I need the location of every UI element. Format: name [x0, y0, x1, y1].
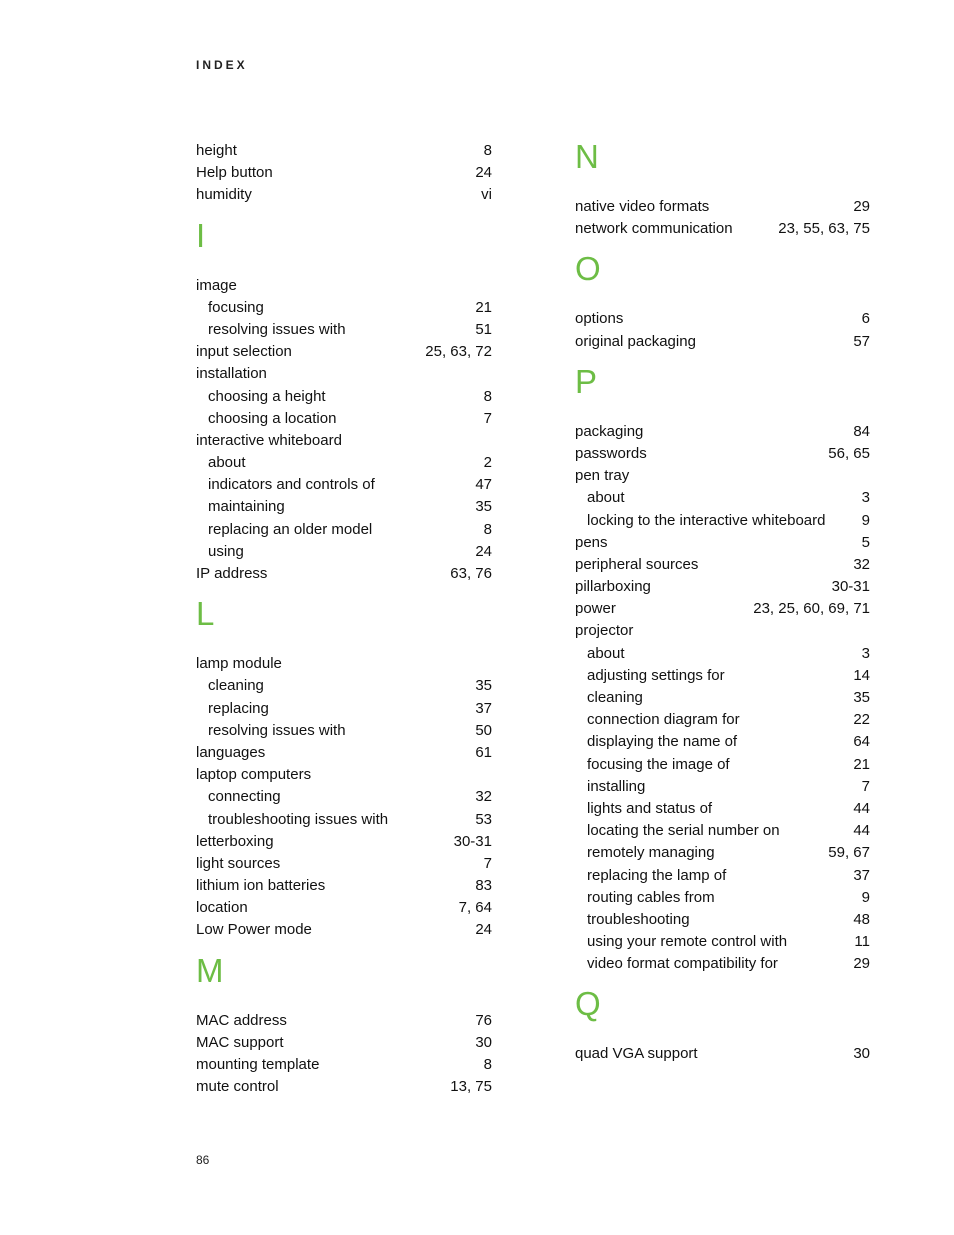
- index-term: using: [208, 542, 244, 560]
- index-entry: [575, 576, 870, 598]
- index-page-numbers: 24: [475, 921, 492, 939]
- index-page-numbers: 7, 64: [458, 899, 492, 917]
- index-page-numbers: 84: [853, 422, 870, 440]
- index-page-numbers: 14: [853, 666, 870, 684]
- index-page-numbers: 2: [483, 454, 492, 472]
- section-letter: N: [575, 138, 599, 175]
- index-entry: [196, 897, 492, 919]
- index-page-numbers: 24: [475, 164, 492, 182]
- index-entry: [575, 532, 870, 554]
- index-term: replacing the lamp of: [587, 866, 727, 884]
- index-entry: [196, 1076, 492, 1098]
- index-term: pens: [575, 533, 608, 551]
- index-page-numbers: 11: [854, 933, 870, 951]
- index-page-numbers: 83: [475, 877, 492, 895]
- index-page-numbers: 23, 25, 60, 69, 71: [753, 600, 870, 618]
- index-term: focusing the image of: [587, 755, 730, 773]
- index-term: troubleshooting: [587, 910, 690, 928]
- index-term: installing: [587, 777, 646, 795]
- index-subentry: [196, 496, 492, 518]
- index-page-numbers: 8: [483, 520, 492, 538]
- index-term: routing cables from: [587, 888, 715, 906]
- index-entry: [196, 341, 492, 363]
- index-term: adjusting settings for: [587, 666, 725, 684]
- index-page-numbers: 61: [475, 743, 492, 761]
- index-term: video format compatibility for: [587, 955, 778, 973]
- index-entry: [196, 764, 492, 786]
- index-page-numbers: 59, 67: [828, 844, 870, 862]
- section-letter: P: [575, 362, 598, 400]
- index-term: pillarboxing: [575, 578, 651, 596]
- index-page-numbers: 7: [483, 409, 492, 427]
- index-term: letterboxing: [196, 832, 274, 850]
- index-entry: [196, 653, 492, 675]
- section-letter: O: [575, 250, 601, 288]
- index-entry: [196, 831, 492, 853]
- index-page-numbers: 23, 55, 63, 75: [778, 220, 870, 238]
- index-term: connecting: [208, 788, 281, 806]
- index-page-numbers: vi: [481, 186, 492, 204]
- index-page-numbers: 44: [853, 799, 870, 817]
- index-subentry: [196, 297, 492, 319]
- index-term: lamp module: [196, 655, 282, 673]
- index-term: mounting template: [196, 1056, 320, 1073]
- index-term: options: [575, 310, 624, 328]
- index-page-numbers: 6: [861, 310, 870, 328]
- index-entry: [575, 620, 870, 642]
- index-page-numbers: 3: [861, 489, 870, 507]
- index-subentry: [575, 931, 870, 953]
- index-term: location: [196, 899, 248, 917]
- index-page-numbers: 29: [853, 198, 870, 215]
- index-page-numbers: 30-31: [831, 578, 870, 596]
- index-page-numbers: 21: [475, 298, 492, 316]
- index-entry: [575, 218, 870, 240]
- index-subentry: [575, 865, 870, 887]
- index-subentry: [575, 909, 870, 931]
- index-subentry: [196, 541, 492, 563]
- index-term: original packaging: [575, 332, 696, 350]
- index-entry: [196, 184, 492, 206]
- index-term: power: [575, 600, 616, 618]
- index-subentry: [575, 776, 870, 798]
- index-term: MAC support: [196, 1033, 284, 1051]
- index-entry: [575, 465, 870, 487]
- index-term: quad VGA support: [575, 1045, 698, 1063]
- index-entry: [196, 1010, 492, 1032]
- index-entry: [575, 443, 870, 465]
- index-entry: [575, 421, 870, 443]
- index-entry: [196, 275, 492, 297]
- index-page-numbers: 56, 65: [828, 444, 870, 462]
- index-subentry: [575, 953, 870, 975]
- index-page-numbers: 64: [853, 733, 870, 751]
- index-entry: [575, 331, 870, 353]
- index-term: projector: [575, 622, 634, 640]
- index-subentry: [196, 698, 492, 720]
- index-term: maintaining: [208, 498, 285, 516]
- index-term: lithium ion batteries: [196, 877, 326, 895]
- index-subentry: [196, 408, 492, 430]
- index-page-numbers: 7: [483, 854, 492, 872]
- index-subentry: [575, 842, 870, 864]
- index-term: about: [587, 644, 625, 662]
- index-subentry: [196, 452, 492, 474]
- index-page-numbers: 8: [483, 387, 492, 405]
- index-page-numbers: 44: [853, 822, 870, 840]
- index-term: about: [208, 454, 246, 472]
- index-page-numbers: 29: [853, 955, 870, 973]
- index-term: resolving issues with: [208, 721, 346, 739]
- index-page-numbers: 24: [475, 542, 492, 560]
- index-term: locking to the interactive whiteboard: [587, 511, 826, 529]
- index-entry: [196, 162, 492, 184]
- index-entry: [575, 598, 870, 620]
- index-page-numbers: 30: [475, 1033, 492, 1051]
- index-page-numbers: 22: [853, 711, 870, 729]
- index-term: input selection: [196, 343, 292, 361]
- index-term: network communication: [575, 220, 733, 238]
- index-term: IP address: [196, 565, 268, 582]
- index-page-numbers: 32: [853, 555, 870, 573]
- index-term: MAC address: [196, 1011, 287, 1029]
- index-page-numbers: 53: [475, 810, 492, 828]
- index-entry: [196, 875, 492, 897]
- index-page-numbers: 35: [475, 498, 492, 516]
- section-letter: I: [196, 216, 206, 254]
- index-subentry: [575, 487, 870, 509]
- index-page-numbers: 13, 75: [450, 1078, 492, 1096]
- index-page-numbers: 8: [483, 1056, 492, 1073]
- index-page-numbers: 37: [475, 699, 492, 717]
- index-page-numbers: 35: [475, 677, 492, 695]
- index-subentry: [196, 319, 492, 341]
- index-column-left: [196, 140, 492, 1098]
- index-term: focusing: [208, 298, 264, 316]
- index-term: native video formats: [575, 198, 710, 215]
- index-subentry: [196, 786, 492, 808]
- index-subentry: [196, 809, 492, 831]
- index-term: packaging: [575, 422, 644, 440]
- index-term: interactive whiteboard: [196, 431, 342, 449]
- index-page-numbers: 8: [483, 142, 492, 159]
- index-term: replacing an older model: [208, 520, 373, 538]
- index-term: image: [196, 276, 237, 294]
- index-page-numbers: 35: [853, 689, 870, 706]
- index-page-numbers: 7: [861, 777, 870, 795]
- index-term: lights and status of: [587, 799, 713, 817]
- index-entry: [196, 363, 492, 385]
- index-entry: [196, 430, 492, 452]
- index-term: Help button: [196, 164, 273, 182]
- index-term: displaying the name of: [587, 733, 738, 751]
- index-entry: [575, 308, 870, 330]
- index-entry: [196, 919, 492, 941]
- index-term: humidity: [196, 186, 252, 204]
- index-term: pen tray: [575, 467, 630, 485]
- index-page-numbers: 32: [475, 788, 492, 806]
- index-subentry: [575, 820, 870, 842]
- section-letter: M: [196, 951, 224, 989]
- index-subentry: [575, 665, 870, 687]
- index-term: remotely managing: [587, 844, 715, 862]
- index-entry: [575, 554, 870, 576]
- index-page-numbers: 30-31: [453, 832, 492, 850]
- index-page-numbers: 37: [853, 866, 870, 884]
- index-entry: [196, 563, 492, 585]
- index-term: about: [587, 489, 625, 507]
- index-subentry: [575, 687, 870, 709]
- index-term: Low Power mode: [196, 921, 312, 939]
- index-subentry: [575, 510, 870, 532]
- index-subentry: [196, 519, 492, 541]
- index-page-numbers: 3: [861, 644, 870, 662]
- index-page-numbers: 5: [861, 533, 870, 551]
- index-subentry: [575, 887, 870, 909]
- index-entry: [196, 140, 492, 162]
- index-term: locating the serial number on: [587, 822, 780, 840]
- index-term: indicators and controls of: [208, 476, 375, 494]
- index-subentry: [575, 798, 870, 820]
- index-subentry: [196, 474, 492, 496]
- index-term: peripheral sources: [575, 555, 699, 573]
- index-term: light sources: [196, 854, 281, 872]
- index-subentry: [196, 386, 492, 408]
- index-term: installation: [196, 365, 267, 383]
- index-page-numbers: 9: [861, 511, 870, 529]
- index-term: choosing a height: [208, 387, 326, 405]
- index-entry: [575, 196, 870, 218]
- index-term: languages: [196, 743, 266, 761]
- index-entry: [196, 853, 492, 875]
- index-term: height: [196, 142, 237, 159]
- index-page-numbers: 57: [853, 332, 870, 350]
- index-page-numbers: 48: [853, 910, 870, 928]
- section-letter: L: [196, 595, 215, 633]
- index-term: troubleshooting issues with: [208, 810, 389, 828]
- index-subentry: [575, 709, 870, 731]
- index-term: using your remote control with: [587, 933, 788, 951]
- index-subentry: [196, 675, 492, 697]
- page-number: 86: [196, 1153, 210, 1167]
- index-term: cleaning: [208, 677, 264, 695]
- index-entry: [196, 1054, 492, 1076]
- index-page-numbers: 51: [475, 320, 492, 338]
- index-subentry: [575, 754, 870, 776]
- index-term: choosing a location: [208, 409, 337, 427]
- index-term: laptop computers: [196, 766, 312, 784]
- index-page-numbers: 63, 76: [450, 565, 492, 582]
- index-page-numbers: 25, 63, 72: [425, 343, 492, 361]
- index-term: cleaning: [587, 689, 643, 706]
- index-term: replacing: [208, 699, 269, 717]
- index-column-right: [575, 140, 870, 1066]
- page-header: INDEX: [196, 58, 248, 72]
- index-subentry: [196, 720, 492, 742]
- index-page-numbers: 76: [475, 1011, 492, 1029]
- index-subentry: [575, 643, 870, 665]
- index-entry: [196, 1032, 492, 1054]
- index-entry: [196, 742, 492, 764]
- section-letter: Q: [575, 985, 601, 1023]
- index-subentry: [575, 731, 870, 753]
- index-page-numbers: 47: [475, 476, 492, 494]
- index-entry: [575, 1043, 870, 1065]
- index-page-numbers: 21: [853, 755, 870, 773]
- index-term: resolving issues with: [208, 320, 346, 338]
- index-term: mute control: [196, 1078, 279, 1096]
- index-page-numbers: 30: [853, 1045, 870, 1063]
- index-term: passwords: [575, 444, 647, 462]
- index-page-numbers: 50: [475, 721, 492, 739]
- index-page-numbers: 9: [861, 888, 870, 906]
- index-term: connection diagram for: [587, 711, 740, 729]
